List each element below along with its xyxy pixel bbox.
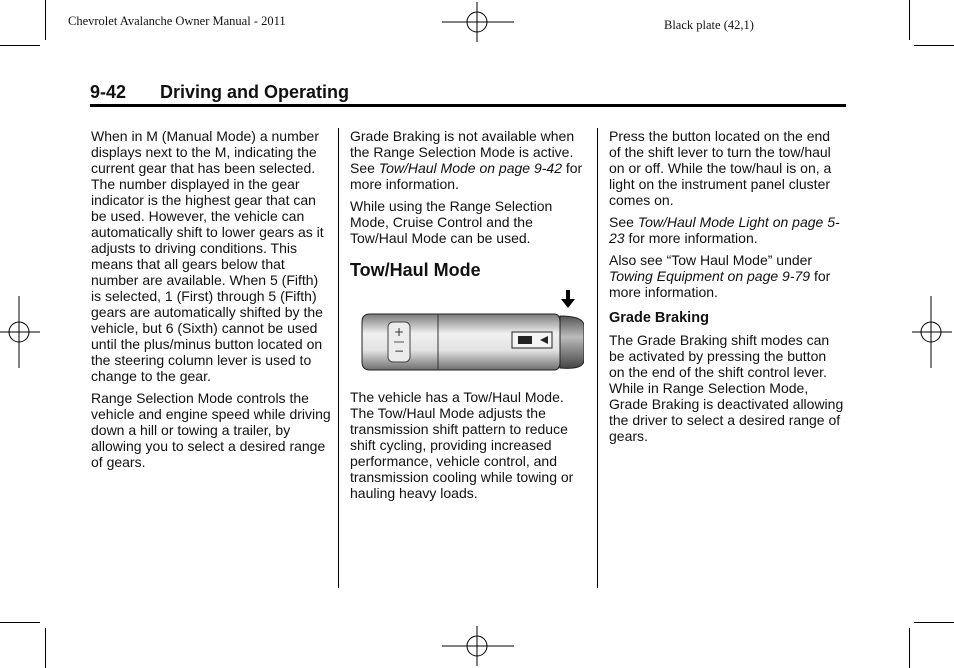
column-divider-1 <box>338 128 339 588</box>
crop-mark-top-left-v <box>45 0 46 40</box>
crop-mark-top-right-v <box>909 0 910 40</box>
shift-lever-illustration <box>354 290 584 374</box>
crop-mark-top-right-h <box>914 45 954 46</box>
crop-mark-bottom-right-h <box>914 622 954 623</box>
column-3 <box>609 128 845 450</box>
plate-label: Black plate (42,1) <box>664 18 754 32</box>
cross-reference-link[interactable]: Tow/Haul Mode on page 9-42 <box>378 160 562 176</box>
manual-title: Chevrolet Avalanche Owner Manual - 2011 <box>68 14 286 28</box>
registration-mark-right <box>912 296 952 368</box>
paragraph-tow-haul-description: The vehicle has a Tow/Haul Mode. The Tow/Haul Mode adjusts the transmission shift pattern to reduce shift cycling, providing increased performance, vehicle control, and transmission cooling while towing or hauling heavy loads. <box>350 389 574 501</box>
paragraph-press-button: Press the button located on the end of the shift lever to turn the tow/haul on or off. While the tow/haul is on, a light on the instrument panel cluster comes on. <box>609 128 832 208</box>
grade-braking-heading: Grade Braking <box>609 310 709 326</box>
cross-reference-link[interactable]: Towing Equipment on page 9-79 <box>609 268 811 284</box>
registration-mark-top <box>442 2 514 42</box>
paragraph-grade-braking: The Grade Braking shift modes can be activated by pressing the button on the end of the shift control lever. While in Range Selection Mode, Grade Braking is deactivated allowing the driver to select a desired range of gears. <box>609 332 844 444</box>
press-arrow-icon <box>561 290 575 308</box>
svg-text:−: − <box>393 344 405 358</box>
crop-mark-bottom-right-v <box>909 628 910 668</box>
paragraph-towing-reference <box>609 252 845 300</box>
registration-mark-bottom <box>442 626 514 666</box>
column-1 <box>91 128 331 476</box>
text: for more information. <box>609 268 831 300</box>
paragraph-light-reference <box>609 214 845 246</box>
crop-mark-bottom-left-h <box>0 622 40 623</box>
text: for more information. <box>350 160 583 192</box>
crop-mark-bottom-left-v <box>45 628 46 668</box>
text: See <box>609 214 638 230</box>
crop-mark-top-left-h <box>0 45 40 46</box>
column-divider-2 <box>597 128 598 588</box>
svg-text:+: + <box>393 325 405 339</box>
tow-haul-heading: Tow/Haul Mode <box>350 260 481 280</box>
text: Grade Braking is not available when the Range Selection Mode is active. See <box>350 128 575 176</box>
text: Also see “Tow Haul Mode” under <box>609 252 813 268</box>
page-header <box>90 82 846 107</box>
column-2 <box>350 128 588 507</box>
paragraph-manual-mode: When in M (Manual Mode) a number displays next to the M, indicating the current gear that has been selected. The number displayed in the gear indicator is the highest gear that can be used. However, the vehicle can automatically shift to lower gears as it adjusts to driving conditions. This means that all gears below that number are available. When 5 (Fifth) is selected, 1 (First) through 5 (Fifth) gears are automatically shifted by the vehicle, but 6 (Sixth) cannot be used until the plus/minus button located on the steering column lever is used to change to the gear. <box>91 128 324 384</box>
paragraph-range-selection-usage: While using the Range Selection Mode, Cruise Control and the Tow/Haul Mode can be used. <box>350 198 553 246</box>
section-title: Driving and Operating <box>160 82 350 102</box>
text: for more information. <box>624 230 758 246</box>
cross-reference-link[interactable]: Tow/Haul Mode Light on page 5-23 <box>609 214 840 246</box>
registration-mark-left <box>0 296 40 368</box>
paragraph-grade-braking-note <box>350 128 588 192</box>
paragraph-range-selection: Range Selection Mode controls the vehicle and engine speed while driving down a hill or towing a trailer, by allowing you to select a desired range of gears. <box>91 390 331 470</box>
page-number: 9-42 <box>90 82 127 102</box>
